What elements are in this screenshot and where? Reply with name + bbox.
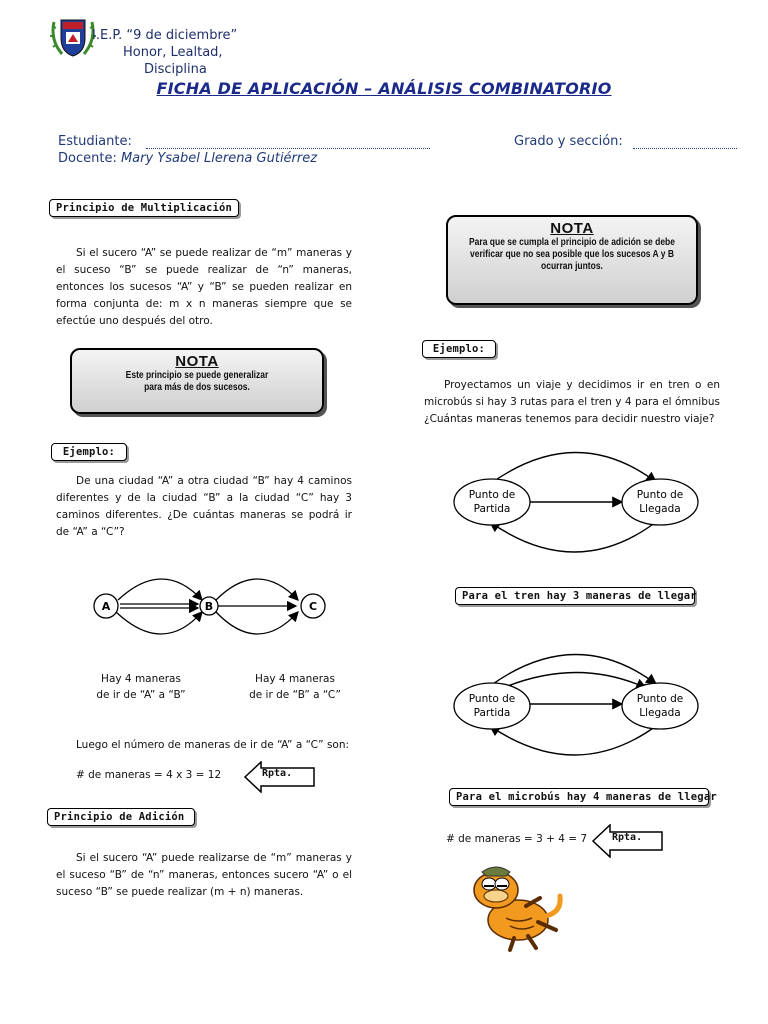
multiplication-text: Si el sucero “A” se puede realizar de “m” maneras y el suceso “B” se puede realizar de “n” maneras, entonces los sucesos “A” y “B” se pueden realizar en forma conjunta de: m x n maneras siempre que se efectúe uno después del otro. xyxy=(56,247,352,327)
grade-blank[interactable] xyxy=(633,136,737,149)
path-ab-1 xyxy=(118,579,202,600)
caption-ab xyxy=(76,671,206,703)
start-node-bus-line-1: Punto de xyxy=(468,693,516,705)
example-label-right: Ejemplo: xyxy=(422,340,496,358)
start-node-train-line-1: Punto de xyxy=(468,489,516,501)
addition-text: Si el sucero “A” puede realizarse de “m” maneras y el suceso “B” de “n” maneras, entonces sucero “A” o el suceso “B” se puede realizar (m + n) maneras. xyxy=(56,852,352,898)
node-b-label: B xyxy=(204,600,214,613)
result-line-1: Luego el número de maneras de ir de “A” a “C” son: xyxy=(76,739,350,751)
node-a-label: A xyxy=(101,600,111,613)
nota-right-line-3: ocurran juntos. xyxy=(541,261,603,272)
nota-title-right: NOTA xyxy=(550,220,594,237)
student-field xyxy=(58,134,430,149)
cartoon-cat-image xyxy=(466,862,566,954)
train-route-3 xyxy=(490,522,656,552)
caption-bc-line-2: de ir de “B” a “C” xyxy=(249,689,341,701)
multiplication-example-text: De una ciudad “A” a otra ciudad “B” hay 4 caminos diferentes y de la ciudad “B” a la ciudad “C” hay 3 caminos diferentes. ¿De cuántas maneras se podrá ir de “A” a “C”? xyxy=(56,475,352,538)
student-label: Estudiante: xyxy=(58,134,132,149)
teacher-name: Mary Ysabel Llerena Gutiérrez xyxy=(120,151,318,166)
teacher-field xyxy=(58,151,317,166)
end-node-bus-line-2: Llegada xyxy=(639,707,681,719)
path-ab-4 xyxy=(116,612,202,634)
end-node-bus xyxy=(622,683,698,729)
addition-heading: Principio de Adición xyxy=(47,808,195,826)
grade-label: Grado y sección: xyxy=(514,134,623,149)
page-title: FICHA DE APLICACIÓN – ANÁLISIS COMBINATORIO xyxy=(156,79,612,98)
grade-field xyxy=(514,134,737,149)
nota-right-line-2: verificar que no sea posible que los sucesos A y B xyxy=(470,249,674,260)
start-node-train xyxy=(454,479,530,525)
caption-bc xyxy=(230,671,360,703)
nota-right-line-1: Para que se cumpla el principio de adición se debe xyxy=(469,237,675,248)
start-node-bus-line-2: Partida xyxy=(473,707,511,719)
multiplication-heading: Principio de Multiplicación xyxy=(49,199,239,217)
multiplication-nota xyxy=(70,348,324,414)
example-label-left: Ejemplo: xyxy=(51,443,127,461)
bus-caption: Para el microbús hay 4 maneras de llegar xyxy=(449,788,709,806)
path-bc-3 xyxy=(216,612,298,634)
rpta-label-left: Rpta. xyxy=(262,768,293,779)
path-bc-1 xyxy=(216,579,298,600)
result-line-2: # de maneras = 4 x 3 = 12 xyxy=(76,769,222,781)
bus-route-4 xyxy=(490,726,656,755)
end-node-train-line-2: Llegada xyxy=(639,503,681,515)
end-node-bus-line-1: Punto de xyxy=(636,693,684,705)
school-name: I.E.P. “9 de diciembre” xyxy=(92,28,238,43)
start-node-bus xyxy=(454,683,530,729)
bus-diagram xyxy=(446,644,726,760)
nota-title: NOTA xyxy=(175,353,219,370)
bus-route-2 xyxy=(498,672,646,690)
abc-diagram xyxy=(88,560,338,652)
rpta-label-right: Rpta. xyxy=(612,832,643,843)
addition-nota xyxy=(446,215,698,305)
start-node-train-line-2: Partida xyxy=(473,503,511,515)
train-route-1 xyxy=(490,452,656,484)
node-c-label: C xyxy=(308,600,318,613)
school-logo xyxy=(48,14,98,60)
caption-ab-line-1: Hay 4 maneras xyxy=(101,673,181,685)
addition-example-text: Proyectamos un viaje y decidimos ir en tren o en microbús si hay 3 rutas para el tren y 4 para el ómnibus ¿Cuántas maneras tenemos para decidir nuestro viaje? xyxy=(424,379,720,425)
end-node-train-line-1: Punto de xyxy=(636,489,684,501)
nota-line-1: Este principio se puede generalizar xyxy=(125,370,269,381)
motto-line-2: Disciplina xyxy=(144,62,207,77)
teacher-label: Docente: xyxy=(58,151,117,166)
caption-bc-line-1: Hay 4 maneras xyxy=(255,673,335,685)
end-node-train xyxy=(622,479,698,525)
nota-line-2: para más de dos sucesos. xyxy=(144,382,250,393)
motto-line-1: Honor, Lealtad, xyxy=(123,45,223,60)
train-diagram xyxy=(446,442,726,556)
addition-result: # de maneras = 3 + 4 = 7 xyxy=(446,833,588,845)
student-blank[interactable] xyxy=(146,136,430,149)
caption-ab-line-2: de ir de “A” a “B” xyxy=(96,689,186,701)
train-caption: Para el tren hay 3 maneras de llegar xyxy=(455,587,695,605)
